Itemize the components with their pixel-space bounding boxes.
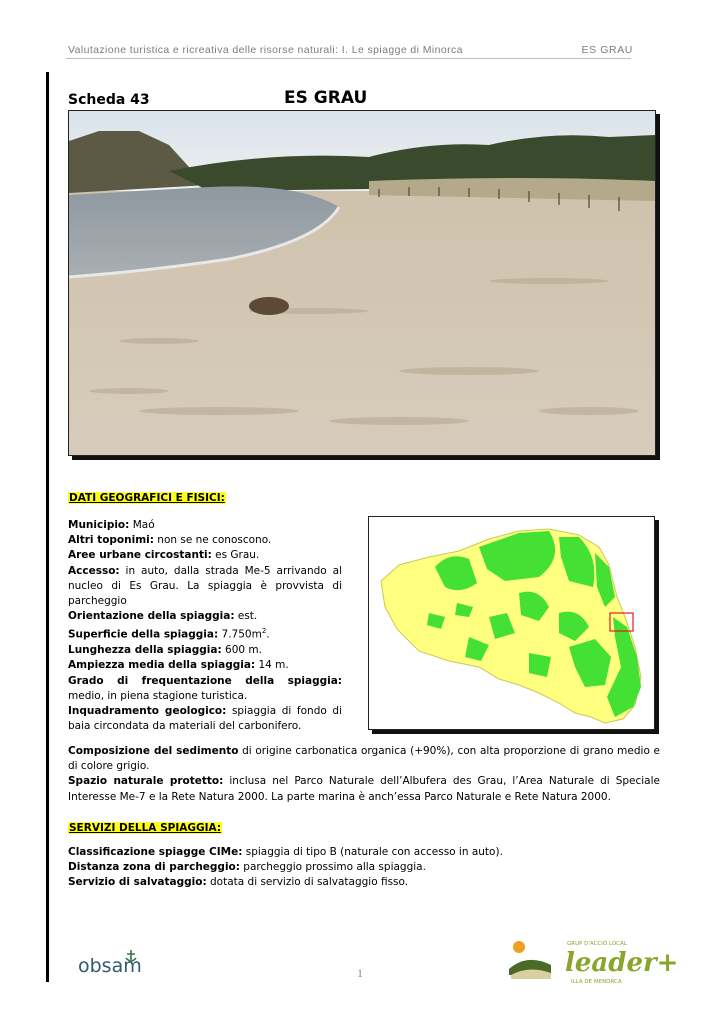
field-orientazione: Orientazione della spiaggia: est. — [68, 610, 258, 623]
svg-text:obsam: obsam — [78, 955, 142, 977]
obsam-logo — [78, 948, 158, 984]
field-municipio: Municipio: Maó — [68, 519, 155, 531]
field-grado: Grado di frequentazione della spiaggia: medio, in piena stagione turistica. — [68, 674, 342, 702]
running-header-title: Valutazione turistica e ricreativa delle risorse naturali: I. Le spiagge di Minorca — [68, 44, 463, 56]
geographic-data — [68, 518, 342, 734]
field-lunghezza: Lunghezza della spiaggia: 600 m. — [68, 644, 262, 657]
svg-text:ILLA DE MENORCA: ILLA DE MENORCA — [571, 979, 622, 985]
leader-plus-logo — [507, 935, 679, 991]
field-distanza-parcheggio: Distanza zona di parcheggio: parcheggio prossimo alla spiaggia. — [68, 861, 426, 874]
section-heading-geographic: DATI GEOGRAFICI E FISICI: — [69, 492, 225, 504]
field-salvataggio: Servizio di salvataggio: dotata di servizio di salvataggio fisso. — [68, 876, 409, 889]
field-spazio-naturale: Spazio naturale protetto: inclusa nel Parco Naturale dell’Albufera des Grau, l’Area Naturale di Speciale Interesse Me-7 e la Rete Natura 2000. La parte marina è anch’essa Parco Naturale e Rete Natura 2000. — [68, 775, 660, 803]
field-toponimi: Altri toponimi: non se ne conoscono. — [68, 534, 272, 547]
beach-photo — [68, 110, 656, 456]
svg-text:GRUP D'ACCIÓ LOCAL: GRUP D'ACCIÓ LOCAL — [567, 941, 627, 947]
sheet-number: Scheda 43 — [68, 92, 150, 108]
field-composizione: Composizione del sedimento di origine carbonatica organica (+90%), con alta proporzione di grano medio e di colore grigio. — [68, 745, 660, 773]
location-map — [368, 516, 655, 730]
page-title: ES GRAU — [284, 88, 368, 108]
beach-services — [68, 845, 660, 891]
section-heading-services: SERVIZI DELLA SPIAGGIA: — [69, 822, 222, 834]
running-header-section: ES GRAU — [581, 44, 633, 56]
field-inquadramento: Inquadramento geologico: spiaggia di fondo di baia circondata da materiali del carbonifero. — [68, 704, 342, 733]
field-superficie: Superficie della spiaggia: $7.750m^2$. — [68, 627, 270, 641]
field-aree-urbane: Aree urbane circostanti: es Grau. — [68, 549, 260, 562]
header-divider — [66, 58, 631, 59]
svg-text:leader+: leader+ — [565, 948, 679, 978]
sediment-and-protection — [68, 744, 660, 805]
field-classificazione: Classificazione spiagge CIMe: spiaggia di tipo B (naturale con accesso in auto). — [68, 846, 503, 858]
left-margin-bar — [46, 72, 49, 982]
field-accesso: Accesso: in auto, dalla strada Me-5 arrivando al nucleo di Es Grau. La spiaggia è provvista di parcheggio — [68, 564, 342, 608]
field-ampiezza: Ampiezza media della spiaggia: 14 m. — [68, 659, 289, 672]
page-number: 1 — [357, 966, 363, 980]
